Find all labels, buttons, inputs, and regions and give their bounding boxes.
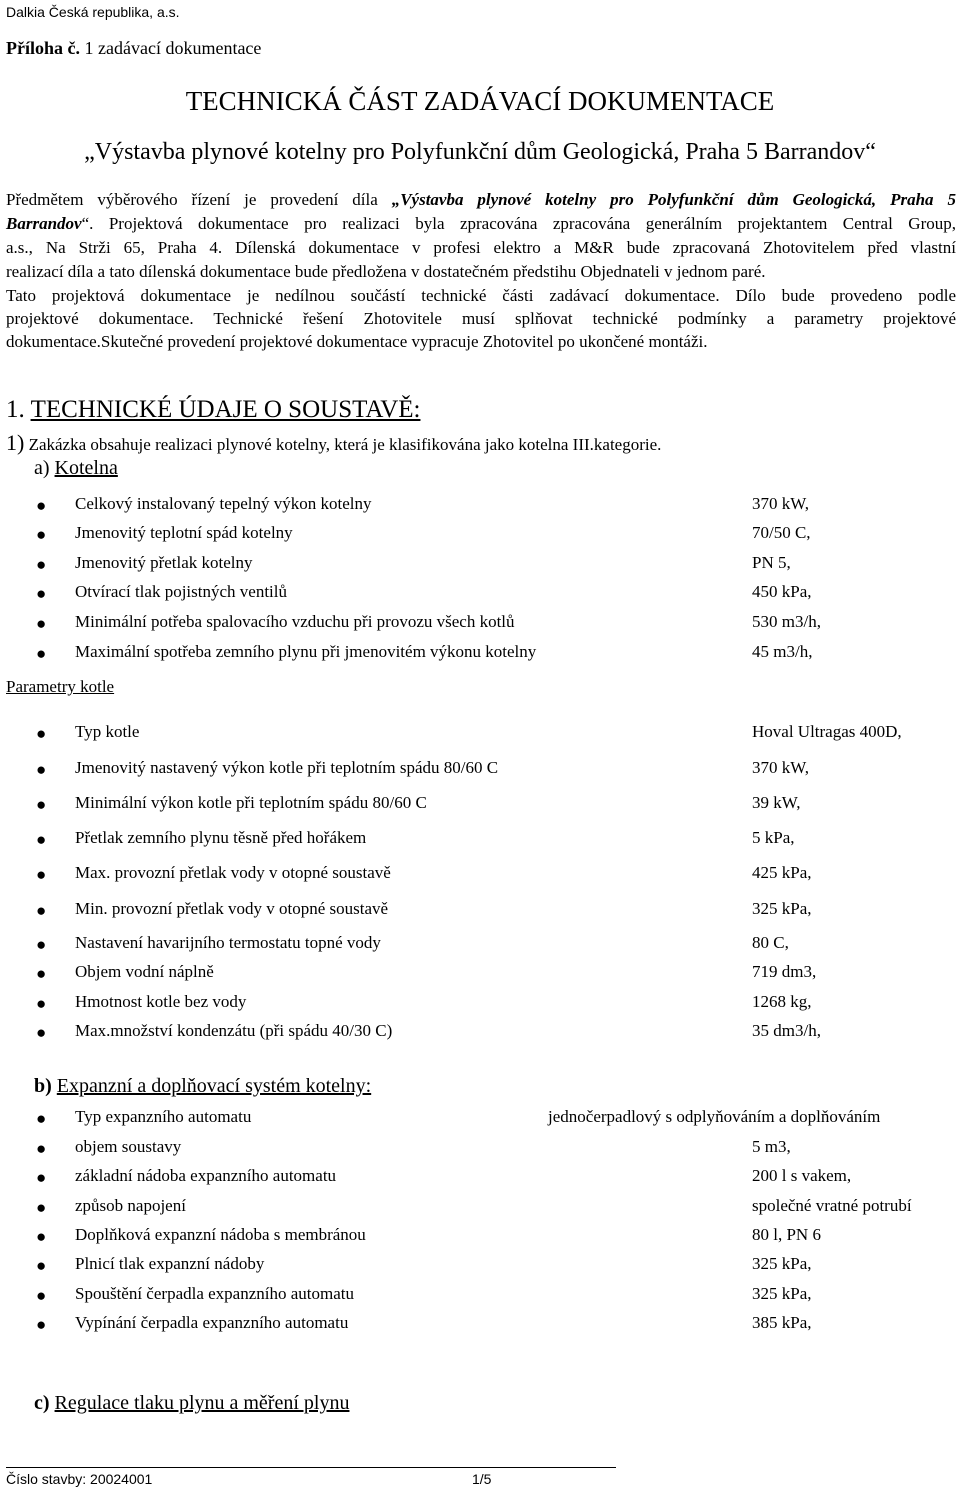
intro-line-6: projektové dokumentace. Technické řešení Zhotovitele musí splňovat technické podmínky a parametry projektové bbox=[6, 309, 956, 328]
expanze-row bbox=[0, 1137, 960, 1161]
row-label: Max.množství kondenzátu (při spádu 40/30 C) bbox=[75, 1021, 393, 1040]
row-value: společné vratné potrubí bbox=[752, 1196, 912, 1215]
row-value: 325 kPa, bbox=[752, 1284, 812, 1303]
document-subtitle: „Výstavba plynové kotelny pro Polyfunkční dům Geologická, Praha 5 Barrandov“ bbox=[84, 139, 876, 165]
document-title: TECHNICKÁ ČÁST ZADÁVACÍ DOKUMENTACE bbox=[185, 86, 775, 116]
bullet-icon: ● bbox=[36, 1227, 47, 1246]
bullet-icon: ● bbox=[36, 760, 47, 779]
row-value: 325 kPa, bbox=[752, 1254, 812, 1273]
kotelna-title: Kotelna bbox=[54, 457, 118, 479]
section-1-title: TECHNICKÉ ÚDAJE O SOUSTAVĚ: bbox=[30, 396, 421, 423]
row-label: způsob napojení bbox=[75, 1196, 186, 1215]
item-1-text: Zakázka obsahuje realizaci plynové kotelny, která je klasifikována jako kotelna III.kategorie. bbox=[24, 435, 662, 454]
parametry-row bbox=[0, 828, 960, 852]
bullet-icon: ● bbox=[36, 555, 47, 574]
intro-line-2b: “. Projektová dokumentace pro realizaci byla zpracována zpracována generálním projektantem Central Group, bbox=[81, 214, 956, 233]
kotelna-row bbox=[0, 553, 960, 577]
section-1-heading bbox=[6, 396, 420, 424]
company-name: Dalkia Česká republika, a.s. bbox=[6, 4, 180, 20]
attachment-bold: Příloha č. bbox=[6, 38, 80, 58]
row-value: 370 kW, bbox=[752, 758, 809, 777]
row-value: 425 kPa, bbox=[752, 863, 812, 882]
bullet-icon: ● bbox=[36, 496, 47, 515]
row-label: Hmotnost kotle bez vody bbox=[75, 992, 247, 1011]
section-1-item-1 bbox=[6, 430, 661, 456]
row-value: 370 kW, bbox=[752, 494, 809, 513]
item-1-number: 1) bbox=[6, 430, 25, 455]
row-label: Jmenovitý přetlak kotelny bbox=[75, 553, 253, 572]
row-label: základní nádoba expanzního automatu bbox=[75, 1166, 337, 1185]
parametry-row bbox=[0, 962, 960, 986]
row-label: objem soustavy bbox=[75, 1137, 182, 1156]
row-label: Nastavení havarijního termostatu topné vody bbox=[75, 933, 381, 952]
bullet-icon: ● bbox=[36, 584, 47, 603]
bullet-icon: ● bbox=[36, 935, 47, 954]
bullet-icon: ● bbox=[36, 964, 47, 983]
parametry-row bbox=[0, 758, 960, 782]
parametry-row bbox=[0, 793, 960, 817]
intro-line-7: dokumentace.Skutečné provedení projektové dokumentace vypracuje Zhotovitel po ukončené montáži. bbox=[6, 332, 708, 351]
row-label: Minimální potřeba spalovacího vzduchu při provozu všech kotlů bbox=[75, 612, 515, 631]
bullet-icon: ● bbox=[36, 1315, 47, 1334]
row-value: 385 kPa, bbox=[752, 1313, 812, 1332]
expanze-row bbox=[0, 1107, 960, 1131]
parametry-row bbox=[0, 1021, 960, 1045]
row-label: Doplňková expanzní nádoba s membránou bbox=[75, 1225, 366, 1244]
kotelna-row bbox=[0, 642, 960, 666]
intro-line-2 bbox=[6, 212, 956, 236]
row-value: 325 kPa, bbox=[752, 899, 812, 918]
row-label: Jmenovitý nastavený výkon kotle při teplotním spádu 80/60 C bbox=[75, 758, 499, 777]
row-label: Max. provozní přetlak vody v otopné soustavě bbox=[75, 863, 391, 882]
row-label: Vypínání čerpadla expanzního automatu bbox=[75, 1313, 349, 1332]
build-number: Číslo stavby: 20024001 bbox=[6, 1471, 153, 1487]
bullet-icon: ● bbox=[36, 614, 47, 633]
expanze-row bbox=[0, 1284, 960, 1308]
row-value: 450 kPa, bbox=[752, 582, 812, 601]
row-value: 719 dm3, bbox=[752, 962, 817, 981]
row-label: Jmenovitý teplotní spád kotelny bbox=[75, 523, 293, 542]
row-value: 80 C, bbox=[752, 933, 789, 952]
intro-line-4: realizací díla a tato dílenská dokumentace bude předložena v dostatečném předstihu Objednateli v jednom paré. bbox=[6, 262, 766, 281]
bullet-icon: ● bbox=[36, 1168, 47, 1187]
bullet-icon: ● bbox=[36, 1139, 47, 1158]
bullet-icon: ● bbox=[36, 525, 47, 544]
regulace-heading bbox=[34, 1392, 349, 1415]
row-label: Typ kotle bbox=[75, 722, 140, 741]
parametry-row bbox=[0, 992, 960, 1016]
row-value: 5 kPa, bbox=[752, 828, 795, 847]
expanze-title: Expanzní a doplňovací systém kotelny: bbox=[56, 1075, 372, 1097]
attachment-label bbox=[6, 38, 261, 59]
expanze-heading bbox=[34, 1075, 371, 1098]
row-value: 200 l s vakem, bbox=[752, 1166, 852, 1185]
expanze-row bbox=[0, 1166, 960, 1190]
intro-line-2a: Barrandov bbox=[6, 214, 82, 233]
row-value: PN 5, bbox=[752, 553, 791, 572]
intro-line-1a: Předmětem výběrového řízení je provedení díla bbox=[6, 190, 392, 209]
expanze-row bbox=[0, 1254, 960, 1278]
kotelna-row bbox=[0, 612, 960, 636]
bullet-icon: ● bbox=[36, 724, 47, 743]
bullet-icon: ● bbox=[36, 644, 47, 663]
row-label: Otvírací tlak pojistných ventilů bbox=[75, 582, 287, 601]
regulace-letter: c) bbox=[34, 1392, 50, 1414]
expanze-row bbox=[0, 1196, 960, 1220]
row-label: Maximální spotřeba zemního plynu při jmenovitém výkonu kotelny bbox=[75, 642, 537, 661]
row-value: 70/50 C, bbox=[752, 523, 811, 542]
row-value: 35 dm3/h, bbox=[752, 1021, 821, 1040]
row-label: Min. provozní přetlak vody v otopné soustavě bbox=[75, 899, 389, 918]
intro-line-1b: „Výstavba plynové kotelny pro Polyfunkční dům Geologická, Praha 5 bbox=[391, 190, 956, 209]
bullet-icon: ● bbox=[36, 830, 47, 849]
row-value: 45 m3/h, bbox=[752, 642, 813, 661]
footer-divider bbox=[6, 1467, 616, 1468]
row-value: 1268 kg, bbox=[752, 992, 812, 1011]
row-value: Hoval Ultragas 400D, bbox=[752, 722, 902, 741]
parametry-heading: Parametry kotle bbox=[6, 677, 115, 696]
bullet-icon: ● bbox=[36, 901, 47, 920]
bullet-icon: ● bbox=[36, 1023, 47, 1042]
row-value: 80 l, PN 6 bbox=[752, 1225, 821, 1244]
row-label: Objem vodní náplně bbox=[75, 962, 214, 981]
kotelna-row bbox=[0, 582, 960, 606]
intro-line-3: a.s., Na Strži 65, Praha 4. Dílenská dokumentace v profesi elektro a M&R bude zpracovaná Zhotovitelem před vlastní bbox=[6, 238, 956, 257]
kotelna-heading bbox=[34, 457, 118, 480]
row-label: Typ expanzního automatu bbox=[75, 1107, 252, 1126]
parametry-row bbox=[0, 863, 960, 887]
row-label: Spouštění čerpadla expanzního automatu bbox=[75, 1284, 354, 1303]
kotelna-row bbox=[0, 494, 960, 518]
kotelna-row bbox=[0, 523, 960, 547]
row-value: 39 kW, bbox=[752, 793, 801, 812]
row-value: jednočerpadlový s odplyňováním a doplňováním bbox=[548, 1107, 881, 1126]
row-value: 530 m3/h, bbox=[752, 612, 821, 631]
bullet-icon: ● bbox=[36, 1286, 47, 1305]
attachment-rest: 1 zadávací dokumentace bbox=[80, 38, 262, 58]
row-label: Přetlak zemního plynu těsně před hořákem bbox=[75, 828, 367, 847]
bullet-icon: ● bbox=[36, 795, 47, 814]
bullet-icon: ● bbox=[36, 1109, 47, 1128]
bullet-icon: ● bbox=[36, 994, 47, 1013]
expanze-row bbox=[0, 1313, 960, 1337]
section-1-number: 1. bbox=[6, 396, 25, 423]
row-label: Celkový instalovaný tepelný výkon kotelny bbox=[75, 494, 372, 513]
row-label: Minimální výkon kotle při teplotním spádu 80/60 C bbox=[75, 793, 427, 812]
bullet-icon: ● bbox=[36, 865, 47, 884]
parametry-row bbox=[0, 933, 960, 957]
kotelna-letter: a) bbox=[34, 457, 50, 479]
parametry-row bbox=[0, 899, 960, 923]
parametry-row bbox=[0, 722, 960, 746]
expanze-letter: b) bbox=[34, 1075, 52, 1097]
expanze-row bbox=[0, 1225, 960, 1249]
page-number: 1/5 bbox=[472, 1471, 492, 1487]
bullet-icon: ● bbox=[36, 1198, 47, 1217]
intro-line-1 bbox=[6, 188, 956, 212]
bullet-icon: ● bbox=[36, 1256, 47, 1275]
intro-line-5: Tato projektová dokumentace je nedílnou součástí technické části zadávací dokumentace. Dílo bude provedeno podle bbox=[6, 286, 956, 305]
row-value: 5 m3, bbox=[752, 1137, 791, 1156]
row-label: Plnicí tlak expanzní nádoby bbox=[75, 1254, 265, 1273]
regulace-title: Regulace tlaku plynu a měření plynu bbox=[54, 1392, 350, 1414]
